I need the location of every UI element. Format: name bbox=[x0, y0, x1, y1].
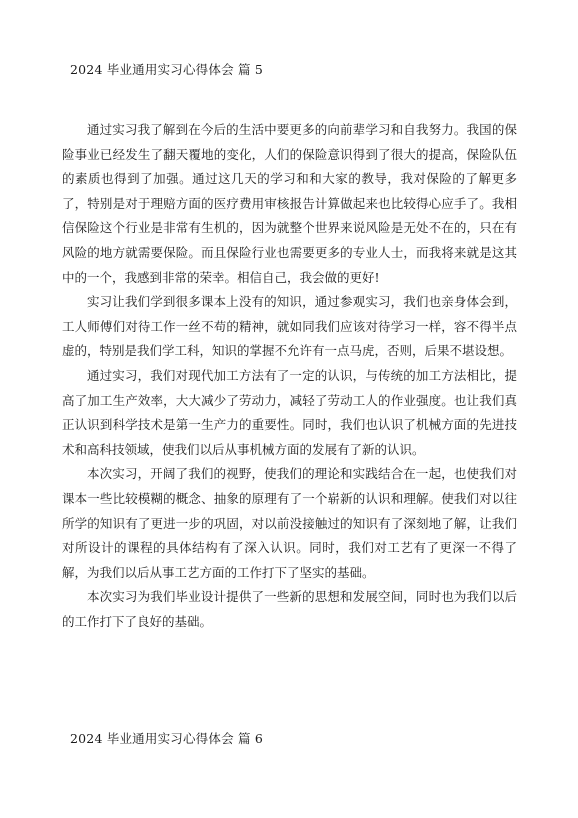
section-heading-6: 2024 毕业通用实习心得体会 篇 6 bbox=[70, 731, 263, 746]
paragraph-1: 通过实习我了解到在今后的生活中要更多的向前辈学习和自我努力。我国的保险事业已经发生了翻天覆地的变化，人们的保险意识得到了很大的提高，保险队伍的素质也得到了加强。通过这几天的学习和和大家的教导，我对保险的了解更多了，特别是对于理赔方面的医疗费用审核报告计算做起来也比较得心应手了。我相信保险这个行业是非常有生机的，因为就整个世界来说风险是无处不在的，只在有风险的地方就需要保险。而且保险行业也需要更多的专业人士，而我将来就是这其中的一个，我感到非常的荣幸。相信自己，我会做的更好! bbox=[62, 122, 517, 285]
paragraph-3: 通过实习，我们对现代加工方法有了一定的认识，与传统的加工方法相比，提高了加工生产效率，大大减少了劳动力，减轻了劳动工人的作业强度。也让我们真正认识到科学技术是第一生产力的重要性。同时，我们也认识了机械方面的先进技术和高科技领域，使我们以后从事机械方面的发展有了新的认识。 bbox=[62, 367, 517, 457]
paragraph-4: 本次实习，开阔了我们的视野，使我们的理论和实践结合在一起，也使我们对课本一些比较模糊的概念、抽象的原理有了一个崭新的认识和理解。使我们对以往所学的知识有了更进一步的巩固，对以前没接触过的知识有了深刻地了解，让我们对所设计的课程的具体结构有了深入认识。同时，我们对工艺有了更深一不得了解，为我们以后从事工艺方面的工作打下了坚实的基础。 bbox=[62, 466, 517, 580]
paragraph-2: 实习让我们学到很多课本上没有的知识，通过参观实习，我们也亲身体会到，工人师傅们对待工作一丝不苟的精神，就如同我们应该对待学习一样，容不得半点虚的，特别是我们学工科，知识的掌握不允许有一点马虎，否则，后果不堪设想。 bbox=[62, 294, 517, 359]
paragraph-5: 本次实习为我们毕业设计提供了一些新的思想和发展空间，同时也为我们以后的工作打下了良好的基础。 bbox=[62, 589, 517, 629]
section-heading-5: 2024 毕业通用实习心得体会 篇 5 bbox=[70, 62, 263, 77]
body-text bbox=[62, 118, 517, 634]
